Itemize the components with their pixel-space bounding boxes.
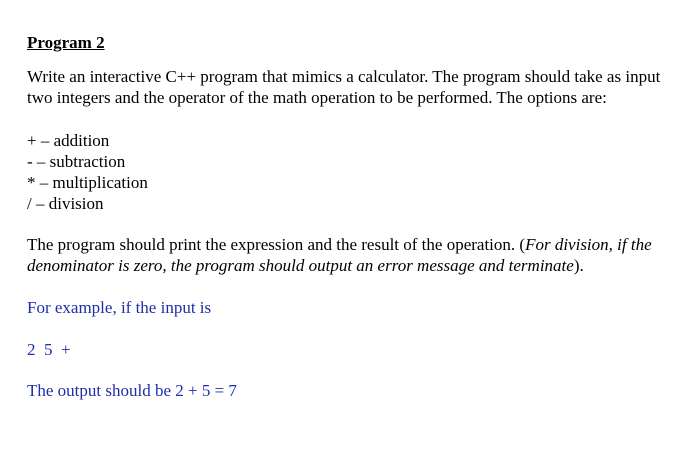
example-input: 2 5 + — [27, 340, 71, 359]
operation-multiplication: * – multiplication — [27, 173, 148, 192]
intro-line-2: two integers and the operator of the math operation to be performed. The options are: — [27, 88, 607, 107]
operation-division: / – division — [27, 194, 104, 213]
para2-line-2-end: ). — [573, 256, 584, 275]
output-requirements-paragraph — [27, 234, 695, 276]
para2-line-1-normal: The program should print the expression and the result of the operation. ( — [27, 235, 526, 254]
para2-line-2-italic: denominator is zero, the program should output an error message and terminate — [27, 256, 574, 275]
para2-line-1-italic: For division, if the — [525, 235, 652, 254]
para2-line-1 — [27, 234, 695, 255]
program-heading: Program 2 — [27, 33, 105, 52]
intro-line-1: Write an interactive C++ program that mimics a calculator. The program should take as input — [27, 67, 661, 86]
para2-line-2 — [27, 255, 695, 276]
operations-list — [27, 130, 148, 214]
intro-paragraph — [27, 66, 695, 108]
operation-subtraction: - – subtraction — [27, 152, 126, 171]
operation-addition: + – addition — [27, 131, 110, 150]
example-intro: For example, if the input is — [27, 298, 212, 317]
example-output: The output should be 2 + 5 = 7 — [27, 381, 237, 400]
